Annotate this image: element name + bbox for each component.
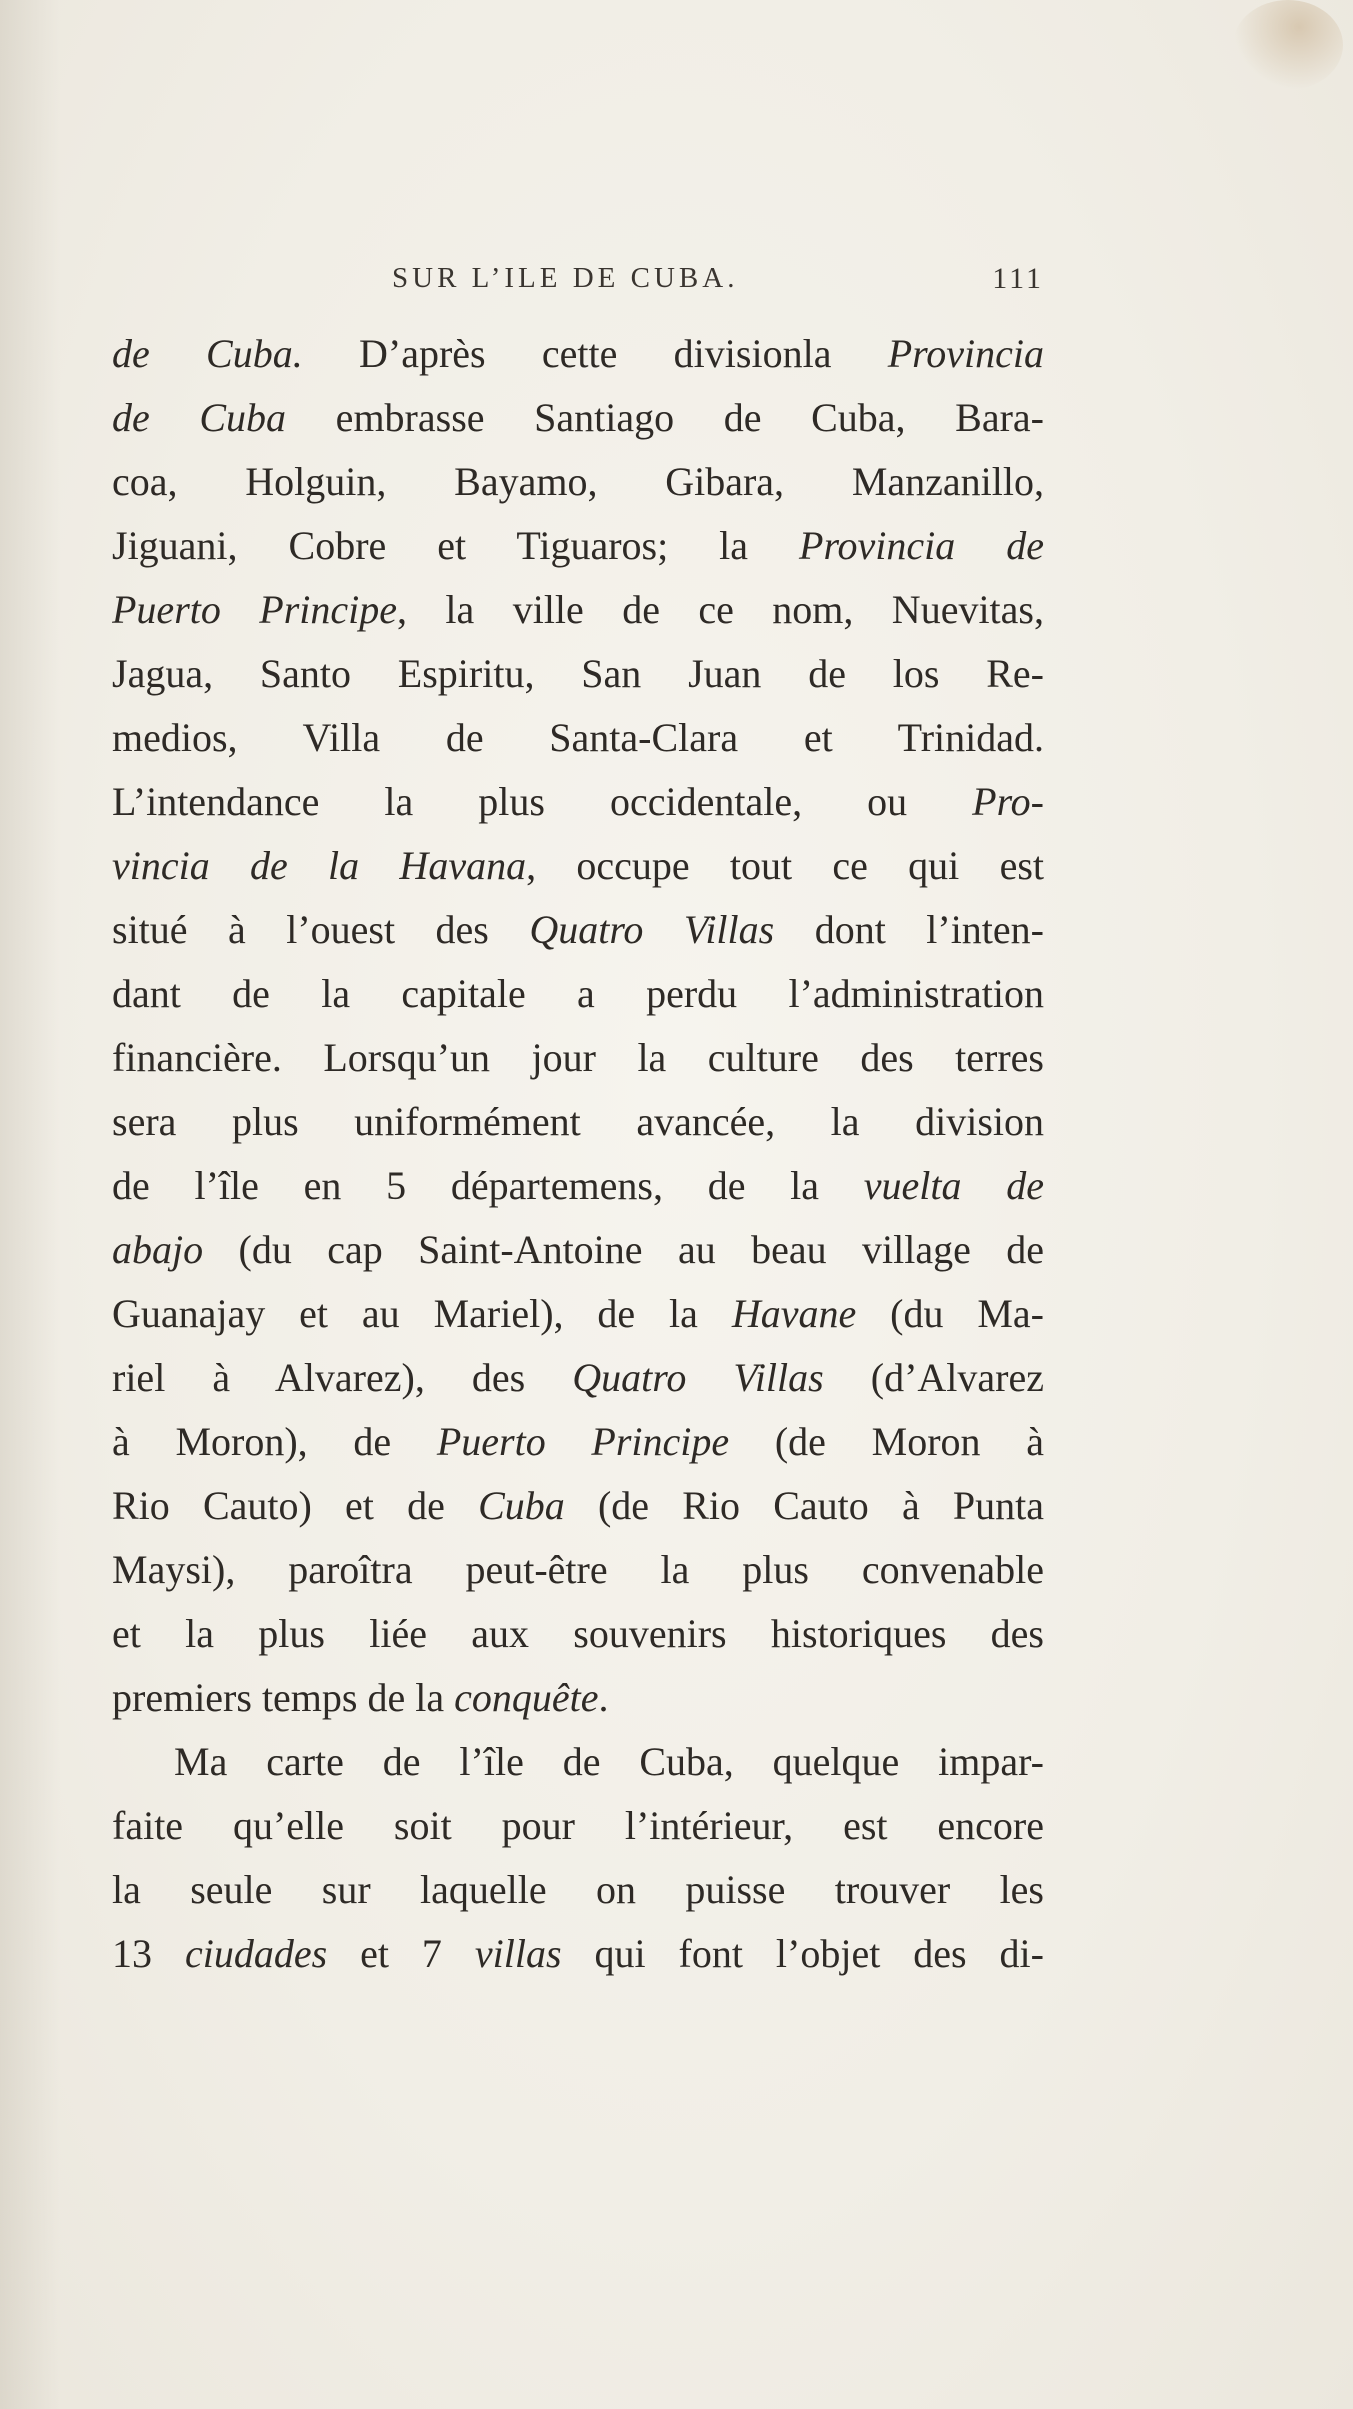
italic-text: villas — [474, 1931, 562, 1976]
text-segment: coa, Holguin, Bayamo, Gibara, Manzanillo, — [112, 459, 1044, 504]
text-segment: Ma carte de l’île de Cuba, quelque impar- — [174, 1739, 1044, 1784]
italic-text: Puerto Principe — [436, 1419, 730, 1464]
body-text — [112, 322, 1044, 1986]
text-line — [112, 386, 1044, 450]
text-segment: (d’Alvarez — [823, 1355, 1044, 1400]
text-segment: faite qu’elle soit pour l’intérieur, est encore — [112, 1803, 1044, 1848]
italic-text: vincia de la Havana — [112, 843, 527, 888]
text-line — [112, 1538, 1044, 1602]
text-line — [112, 706, 1044, 770]
text-line — [112, 1090, 1044, 1154]
text-segment: Jagua, Santo Espiritu, San Juan de los Re- — [112, 651, 1044, 696]
text-segment: L’intendance la plus occidentale, ou — [112, 779, 973, 824]
italic-text: ciudades — [184, 1931, 328, 1976]
text-segment: premiers temps de la — [112, 1675, 455, 1720]
text-line — [112, 578, 1044, 642]
text-line — [112, 322, 1044, 386]
text-line — [112, 1922, 1044, 1986]
italic-text: conquête — [454, 1675, 599, 1720]
italic-text: Havane — [731, 1291, 857, 1336]
text-line — [112, 962, 1044, 1026]
italic-text: Provincia — [887, 331, 1044, 376]
text-segment: 13 — [112, 1931, 185, 1976]
text-segment: (du Ma- — [856, 1291, 1044, 1336]
text-line — [112, 1346, 1044, 1410]
italic-text: de Cuba — [112, 395, 287, 440]
text-line — [112, 642, 1044, 706]
italic-text: Pro- — [972, 779, 1044, 824]
text-segment: la seule sur laquelle on puisse trouver les — [112, 1867, 1044, 1912]
italic-text: Cuba — [478, 1483, 565, 1528]
text-line — [112, 1730, 1044, 1794]
text-line — [112, 1282, 1044, 1346]
paper-stain — [1233, 0, 1343, 90]
page-gutter-shadow — [0, 0, 60, 2409]
text-segment: (du cap Saint-Antoine au beau village de — [203, 1227, 1044, 1272]
italic-text: Quatro Villas — [529, 907, 775, 952]
text-segment: Maysi), paroîtra peut-être la plus convenable — [112, 1547, 1044, 1592]
text-line — [112, 898, 1044, 962]
text-segment: embrasse Santiago de Cuba, Bara- — [286, 395, 1044, 440]
text-line — [112, 834, 1044, 898]
text-segment: de l’île en 5 départemens, de la — [112, 1163, 864, 1208]
text-segment: Jiguani, Cobre et Tiguaros; la — [112, 523, 800, 568]
text-segment: dont l’inten- — [774, 907, 1044, 952]
italic-text: Puerto Principe — [112, 587, 398, 632]
text-segment: et la plus liée aux souvenirs historiques des — [112, 1611, 1044, 1656]
text-line — [112, 1410, 1044, 1474]
text-segment: situé à l’ouest des — [112, 907, 530, 952]
text-line — [112, 1154, 1044, 1218]
text-segment: et 7 — [327, 1931, 475, 1976]
page-header — [112, 262, 1044, 308]
page-number: 111 — [992, 262, 1044, 295]
italic-text: Provincia de — [799, 523, 1044, 568]
italic-text: Quatro Villas — [572, 1355, 824, 1400]
text-segment: financière. Lorsqu’un jour la culture des terres — [112, 1035, 1044, 1080]
text-segment: , occupe tout ce qui est — [526, 843, 1044, 888]
text-line — [112, 1026, 1044, 1090]
text-line — [112, 1666, 1044, 1730]
text-segment: , la ville de ce nom, Nuevitas, — [397, 587, 1044, 632]
text-line — [112, 1474, 1044, 1538]
text-line — [112, 514, 1044, 578]
text-line — [112, 1602, 1044, 1666]
text-segment: riel à Alvarez), des — [112, 1355, 573, 1400]
text-line — [112, 1858, 1044, 1922]
text-segment: medios, Villa de Santa-Clara et Trinidad. — [112, 715, 1044, 760]
text-segment: dant de la capitale a perdu l’administration — [112, 971, 1044, 1016]
text-segment: à Moron), de — [112, 1419, 437, 1464]
italic-text: de Cuba. — [112, 331, 303, 376]
text-segment: Rio Cauto) et de — [112, 1483, 479, 1528]
italic-text: vuelta de — [863, 1163, 1044, 1208]
italic-text: abajo — [112, 1227, 204, 1272]
text-segment: (de Moron à — [729, 1419, 1044, 1464]
text-line — [112, 1794, 1044, 1858]
running-head: SUR L’ILE DE CUBA. — [392, 262, 739, 294]
text-segment: . — [598, 1675, 609, 1720]
text-segment: Guanajay et au Mariel), de la — [112, 1291, 732, 1336]
text-segment: qui font l’objet des di- — [561, 1931, 1044, 1976]
text-segment: (de Rio Cauto à Punta — [564, 1483, 1044, 1528]
text-line — [112, 450, 1044, 514]
text-segment: D’après cette divisionla — [302, 331, 888, 376]
text-segment: sera plus uniformément avancée, la division — [112, 1099, 1044, 1144]
text-line — [112, 770, 1044, 834]
text-line — [112, 1218, 1044, 1282]
